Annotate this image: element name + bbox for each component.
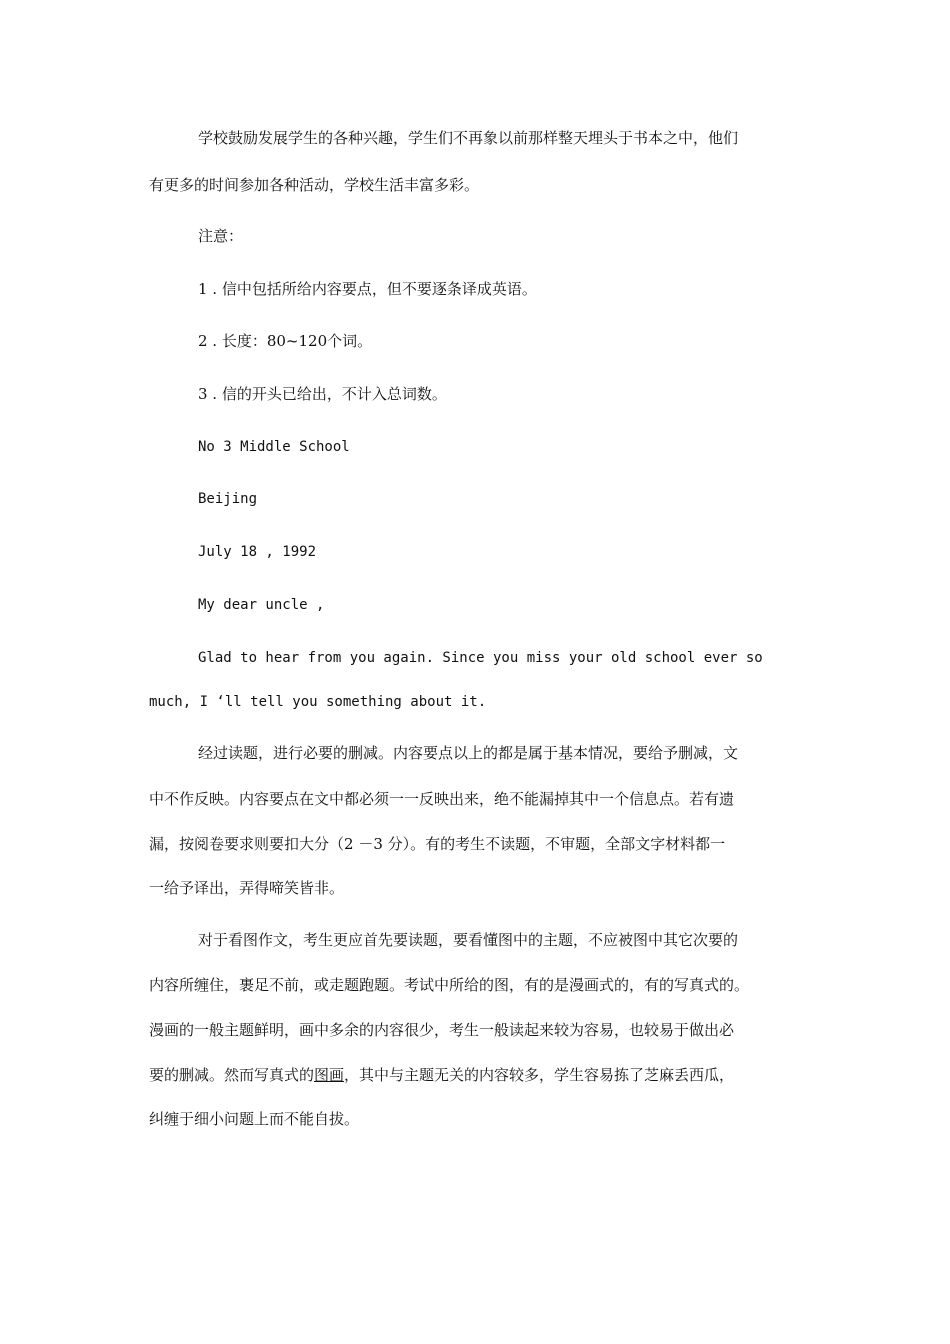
paragraph-3-line-3: 漫画的一般主题鲜明，画中多余的内容很少，考生一般读起来较为容易，也较易于做出必: [149, 1021, 735, 1039]
notes-item-3: 3 . 信的开头已给出，不计入总词数。: [198, 385, 447, 403]
paragraph-3-line-4: [149, 1065, 734, 1085]
paragraph-1-line-1: 学校鼓励发展学生的各种兴趣，学生们不再象以前那样整天埋头于书本之中，他们: [198, 129, 739, 147]
paragraph-3-line-4-end: ，其中与主题无关的内容较多，学生容易拣了芝麻丢西瓜，: [344, 1066, 735, 1084]
letter-city: Beijing: [198, 491, 258, 507]
letter-body-line-2: much, I ‘ll tell you something about it.: [149, 694, 487, 710]
letter-date: July 18 , 1992: [198, 544, 317, 560]
picture-link[interactable]: 图画: [314, 1066, 345, 1084]
letter-greeting: My dear uncle ,: [198, 597, 325, 613]
notes-item-1: 1 . 信中包括所给内容要点，但不要逐条译成英语。: [198, 280, 537, 298]
paragraph-2-line-1: 经过读题，进行必要的删减。内容要点以上的都是属于基本情况，要给予删减，文: [198, 744, 739, 762]
notes-title: 注意：: [198, 227, 244, 245]
paragraph-2-line-4: 一给予译出，弄得啼笑皆非。: [149, 879, 345, 897]
paragraph-3-line-1: 对于看图作文，考生更应首先要读题，要看懂图中的主题，不应被图中其它次要的: [198, 931, 739, 949]
paragraph-3-line-2: 内容所缠住，裹足不前，或走题跑题。考试中所给的图，有的是漫画式的，有的写真式的。: [149, 976, 750, 994]
paragraph-3-line-5: 纠缠于细小问题上而不能自拔。: [149, 1110, 360, 1128]
paragraph-1-line-2: 有更多的时间参加各种活动，学校生活丰富多彩。: [149, 176, 480, 194]
letter-school: No 3 Middle School: [198, 439, 350, 455]
paragraph-2-line-2: 中不作反映。内容要点在文中都必须一一反映出来，绝不能漏掉其中一个信息点。若有遗: [149, 790, 735, 808]
letter-body-line-1: Glad to hear from you again. Since you miss your old school ever so: [198, 650, 763, 666]
paragraph-3-line-4-start: 要的删减。然而写真式的: [149, 1066, 315, 1084]
paragraph-2-line-3: 漏，按阅卷要求则要扣大分（2 －3 分）。有的考生不读题，不审题，全部文字材料都一: [149, 835, 726, 853]
notes-item-2: 2 . 长度：80~120个词。: [198, 332, 373, 350]
